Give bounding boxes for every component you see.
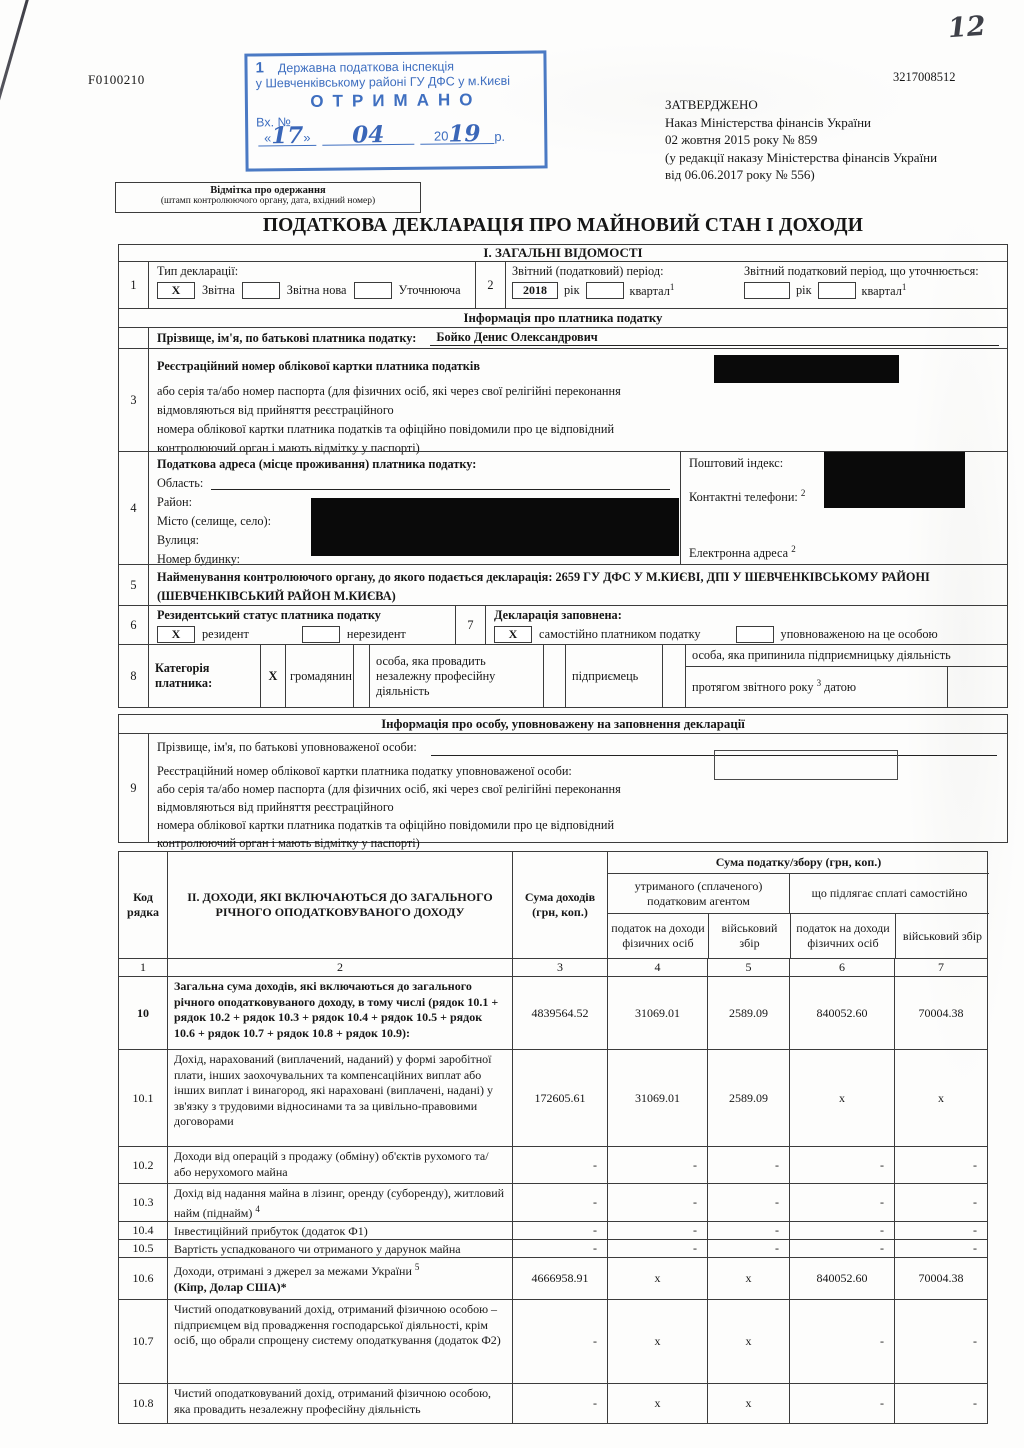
row-controlling-authority	[118, 564, 1008, 606]
cell-value: х	[707, 1384, 789, 1423]
declaration-type-cell	[149, 262, 476, 308]
row-code: 10.1	[132, 1090, 154, 1105]
table-row-10-7	[119, 1299, 987, 1383]
row-code: 10.8	[132, 1396, 154, 1410]
cell-value: 31069.01	[607, 1050, 707, 1146]
address-field-building: Номер будинку:	[157, 552, 241, 566]
clarified-year-box	[744, 282, 790, 299]
table-row-10-8	[119, 1383, 987, 1423]
row-desc: Доходи, отримані з джерел за межами України $^5$ (Кіпр, Долар США)*	[167, 1258, 512, 1299]
stamp-date: « 17 » 04 20 19 р.	[256, 125, 536, 147]
header-row-code: Код рядка	[127, 890, 159, 919]
category-mark-ceased	[663, 645, 686, 707]
cell-value: х	[607, 1258, 707, 1299]
row-code: 10.7	[132, 1334, 154, 1348]
cell-value: -	[512, 1384, 607, 1423]
cell-value: -	[789, 1222, 894, 1239]
taxpayer-name-label: Прізвище, ім'я, по батькові платника податку:	[157, 331, 417, 345]
income-table-header	[119, 852, 987, 958]
table-row-10-1	[119, 1049, 987, 1146]
row-tax-address	[118, 451, 1008, 565]
cell-value: -	[512, 1222, 607, 1239]
controlling-authority-label: Найменування контролюючого органу, до якого подається декларація:	[157, 570, 553, 584]
checkbox-utochnyuyucha	[354, 282, 392, 299]
cell-value: -	[607, 1147, 707, 1183]
row-number: 2	[476, 262, 506, 308]
authorized-info-header: Інформація про особу, уповноважену на заповнення декларації	[118, 714, 1008, 734]
row-number: 4	[119, 452, 149, 564]
row-number: 7	[456, 606, 486, 644]
receipt-subtitle: (штамп контролюючого органу, дата, вхідний номер)	[160, 196, 376, 206]
header-tax-group	[607, 852, 989, 958]
clarified-year-label: рік	[796, 283, 812, 298]
quarter-box	[586, 282, 624, 299]
clarified-quarter-box	[818, 282, 856, 299]
reporting-period-label: Звітний (податковий) період:	[512, 264, 664, 278]
row-desc: Інвестиційний прибуток (додаток Ф1)	[167, 1222, 512, 1239]
payer-category-label: Категорія платника:	[149, 645, 261, 707]
filled-by-cell	[486, 606, 1007, 644]
category-option-citizen: громадянин	[286, 645, 354, 707]
cell-value: х	[607, 1384, 707, 1423]
cell-value: 70004.38	[894, 1258, 987, 1299]
quarter-label: квартал$^1$	[629, 282, 675, 299]
stamp-org-line1: Державна податкова інспекція	[277, 59, 455, 76]
clarified-quarter-label: квартал$^1$	[861, 282, 907, 299]
cell-value: -	[789, 1147, 894, 1183]
address-label: Податкова адреса (місце проживання) платника податку:	[157, 457, 477, 471]
reporting-period-cell	[506, 262, 1007, 308]
receipt-note-box	[115, 182, 421, 213]
table-row-10-2	[119, 1146, 987, 1183]
oblast-underline	[211, 474, 670, 490]
cell-value: -	[789, 1300, 894, 1383]
row-payer-category	[118, 644, 1008, 708]
approval-note: ЗАТВЕРДЖЕНО Наказ Міністерства фінансів України 02 жовтня 2015 року № 859 (у редакції наказу Міністерства фінансів України від 06.06.2017 року № 556)	[665, 97, 938, 182]
cell-value: 31069.01	[607, 977, 707, 1049]
checkbox-nonresident	[302, 626, 340, 643]
cell-value: -	[512, 1147, 607, 1183]
cell-value: 2589.09	[707, 977, 789, 1049]
row-desc: Вартість успадкованого чи отриманого у дарунок майна	[167, 1240, 512, 1257]
row-number: 5	[119, 565, 149, 605]
checkbox-authorized-filled-label: уповноваженою на це особою	[780, 627, 938, 641]
cell-value: -	[894, 1222, 987, 1239]
row-desc: Чистий оподатковуваний дохід, отриманий фізичною особою, яка провадить незалежну професійну діяльність	[167, 1384, 512, 1423]
contact-phones-label: Контактні телефони: $^2$	[689, 488, 806, 505]
checkbox-zvitna-nova	[242, 282, 280, 299]
declaration-type-label: Тип декларації:	[157, 264, 239, 278]
row-number: 6	[119, 606, 149, 644]
cell-value: 840052.60	[789, 1258, 894, 1299]
category-mark-entrepreneur	[544, 645, 566, 707]
cell-value: -	[789, 1384, 894, 1423]
received-stamp	[244, 50, 547, 171]
table-row-10-3	[119, 1183, 987, 1221]
residency-status-label: Резидентський статус платника податку	[157, 608, 381, 622]
category-option-ceased-cell	[686, 645, 1007, 707]
cell-value: -	[607, 1184, 707, 1221]
row-number: 3	[119, 349, 149, 451]
stamp-day-handwritten: 17	[271, 121, 304, 150]
row-code: 10.3	[132, 1195, 154, 1209]
checkbox-zvitna-label: Звітна	[202, 283, 235, 297]
checkbox-self-filled: X	[494, 626, 532, 643]
address-contacts-cell	[681, 452, 1007, 564]
year-box: 2018	[512, 282, 558, 299]
row-number-empty	[119, 328, 149, 348]
row-authorized-person	[118, 733, 1008, 850]
residency-status-cell	[149, 606, 456, 644]
checkbox-zvitna: X	[157, 282, 195, 299]
header-pit-agent: податок на доходи фізичних осіб	[611, 921, 705, 950]
taxpayer-name-value: Бойко Денис Олександрович	[430, 330, 999, 346]
email-label: Електронна адреса $^2$	[689, 543, 796, 560]
stamp-number: 1	[255, 59, 264, 77]
cell-value: 172605.61	[512, 1050, 607, 1146]
cell-value: 2589.09	[707, 1050, 789, 1146]
header-self-payable: що підлягає сплаті самостійно	[811, 886, 968, 900]
year-label: рік	[564, 283, 580, 298]
clarified-period-label: Звітний податковий період, що уточнюється:	[744, 264, 979, 278]
cell-value: -	[607, 1240, 707, 1257]
cell-value: -	[707, 1222, 789, 1239]
handwritten-page-number: 12	[946, 10, 987, 45]
checkbox-resident-label: резидент	[202, 627, 249, 641]
row-desc: Загальна сума доходів, які включаються до загального річного оподатковуваного доходу, в тому числі (рядок 10.1 + рядок 10.2 + рядок 10.3 + рядок 10.4 + рядок 10.5 + рядок 10.6 + рядок 10.7 + рядок 10.8 + рядок 10.9):	[167, 977, 512, 1049]
address-field-city: Місто (селище, село):	[157, 514, 272, 528]
row-code: 10.6	[132, 1271, 154, 1285]
row-code: 10.2	[132, 1157, 154, 1172]
header-income-description: ІІ. ДОХОДИ, ЯКІ ВКЛЮЧАЮТЬСЯ ДО ЗАГАЛЬНОГО РІЧНОГО ОПОДАТКОВУВАНОГО ДОХОДУ	[167, 852, 512, 958]
row-desc: Дохід від надання майна в лізинг, оренду (суборенду), житловий найм (піднайм) $^4$	[167, 1184, 512, 1221]
cell-value: -	[789, 1184, 894, 1221]
cell-value: х	[707, 1258, 789, 1299]
stamp-year-handwritten: 19	[448, 120, 481, 148]
cell-value: -	[512, 1240, 607, 1257]
cell-value: -	[707, 1147, 789, 1183]
form-code: F0100210	[88, 72, 145, 87]
declaration-form	[118, 244, 1008, 1424]
row-residency-and-filled-by	[118, 605, 1008, 645]
cell-value: -	[707, 1240, 789, 1257]
category-option-ceased-bottom: протягом звітного року $^3$ датою	[692, 678, 857, 695]
stamp-org-line2: у Шевченківському районі ГУ ДФС у м.Києві	[255, 73, 511, 91]
category-mark-independent	[354, 645, 370, 707]
authorized-name-label: Прізвище, ім'я, по батькові уповноваженої особи:	[157, 740, 417, 754]
cell-value: -	[512, 1184, 607, 1221]
table-row-10-4	[119, 1221, 987, 1239]
checkbox-resident: X	[157, 626, 195, 643]
registration-number-text: Реєстраційний номер облікової картки платника податків або серія та/або номер паспорта (для фізичних осіб, які через свої релігійні переконання відмовляються від прийняття реєстраційного номера облікової картки платника податків та офіційно повідомили про це відповідний контролюючий орган і мають відмітку у паспорті)	[149, 349, 1007, 451]
cell-value: -	[512, 1300, 607, 1383]
table-row-10	[119, 976, 987, 1049]
cell-value: -	[894, 1300, 987, 1383]
cell-value: 840052.60	[789, 977, 894, 1049]
header-income-sum: Сума доходів (грн, коп.)	[512, 852, 607, 958]
ceased-date-box	[947, 667, 1007, 707]
row-number: 8	[119, 645, 149, 707]
header-pit-self: податок на доходи фізичних осіб	[790, 914, 895, 958]
cell-value: -	[607, 1222, 707, 1239]
row-number: 1	[119, 262, 149, 308]
stamp-received-label: ОТРИМАНО	[310, 90, 482, 111]
authorized-reg-number-box	[714, 750, 898, 780]
category-option-entrepreneur: підприємець	[566, 645, 663, 707]
row-taxpayer-name	[118, 327, 1008, 349]
row-registration-number	[118, 348, 1008, 455]
postal-index-label: Поштовий індекс:	[689, 456, 784, 470]
cell-value: 4666958.91	[512, 1258, 607, 1299]
table-row-10-6	[119, 1257, 987, 1299]
cell-value: -	[894, 1147, 987, 1183]
checkbox-zvitna-nova-label: Звітна нова	[286, 283, 347, 297]
header-withheld-by-agent: утриманого (сплаченого) податковим агентом	[608, 874, 790, 913]
redaction-box	[824, 452, 965, 508]
cell-value: -	[789, 1240, 894, 1257]
cell-value: -	[707, 1184, 789, 1221]
header-military-self: військовий збір	[895, 914, 989, 958]
header-tax-sum: Сума податку/збору (грн, коп.)	[608, 852, 989, 874]
address-cell	[149, 452, 681, 564]
category-option-independent: особа, яка провадить незалежну професійну діяльність	[370, 645, 544, 707]
cell-value: х	[789, 1050, 894, 1146]
document-title: ПОДАТКОВА ДЕКЛАРАЦІЯ ПРО МАЙНОВИЙ СТАН І ДОХОДИ	[262, 215, 864, 236]
document-number: 3217008512	[893, 70, 956, 84]
row-code: 10.4	[132, 1223, 154, 1237]
cell-value: х	[607, 1300, 707, 1383]
category-option-ceased-top: особа, яка припинила підприємницьку діяльність	[686, 645, 1007, 667]
cell-value: 4839564.52	[512, 977, 607, 1049]
checkbox-utochnyuyucha-label: Уточнююча	[398, 283, 461, 297]
column-numbers-row: 1 2 3 4 5 6 7	[119, 958, 987, 976]
cell-value: -	[894, 1384, 987, 1423]
cell-value: х	[894, 1050, 987, 1146]
cell-value: -	[894, 1240, 987, 1257]
income-table	[118, 851, 988, 1424]
cell-value: 70004.38	[894, 977, 987, 1049]
address-field-raion: Район:	[157, 495, 193, 509]
controlling-authority-value: 2659 ГУ ДФС У М.КИЄВІ, ДПІ У ШЕВЧЕНКІВСЬКОМУ РАЙОНІ (ШЕВЧЕНКІВСЬКИЙ РАЙОН М.КИЄВА)	[157, 570, 930, 603]
table-row-10-5	[119, 1239, 987, 1257]
cell-value: -	[894, 1184, 987, 1221]
address-field-oblast: Область:	[157, 476, 204, 490]
stamp-month-handwritten: 04	[352, 121, 385, 149]
authorized-person-text: Прізвище, ім'я, по батькові уповноваженої особи: Реєстраційний номер облікової картки платника податку уповноваженої особи: або серія та/або номер паспорта (для фізичних осіб, які через свої релігійні переконання відмовляються від прийняття реєстраційного номера облікової картки платника податків та офіційно повідомили про це відповідний контролюючий орган і мають відмітку у паспорті)	[149, 734, 1007, 842]
header-military-agent: військовий збір	[708, 914, 790, 958]
stamp-year-suffix: р.	[494, 129, 506, 145]
redaction-box	[714, 355, 899, 383]
filled-by-label: Декларація заповнена:	[494, 608, 622, 622]
row-declaration-type-and-period	[118, 261, 1008, 309]
payer-info-header: Інформація про платника податку	[118, 308, 1008, 328]
row-desc: Дохід, нарахований (виплачений, наданий) у формі заробітної плати, інших заохочувальних та компенсаційних виплат або інших виплат і винагород, які нараховані (виплачені, надані) у зв'язку з трудовими відносинами та за цивільно-правовими договорами	[167, 1050, 512, 1146]
row-number: 9	[119, 734, 149, 842]
row-code: 10.5	[132, 1241, 154, 1255]
row-desc: Доходи від операцій з продажу (обміну) об'єктів рухомого та/або нерухомого майна	[167, 1147, 512, 1183]
stamp-incoming-label: Вх. №	[256, 115, 291, 130]
redaction-box	[311, 498, 679, 556]
pen-mark	[0, 0, 31, 175]
receipt-title: Відмітка про одержання	[210, 185, 326, 196]
row-desc: Чистий оподатковуваний дохід, отриманий фізичною особою – підприємцем від провадження господарської діяльності, крім осіб, що обрали спрощену систему оподаткування (додаток Ф2)	[167, 1300, 512, 1383]
checkbox-self-filled-label: самостійно платником податку	[539, 627, 701, 641]
checkbox-nonresident-label: нерезидент	[346, 627, 406, 641]
cell-value: х	[707, 1300, 789, 1383]
checkbox-authorized-filled	[736, 626, 774, 643]
row-code: 10	[137, 1005, 149, 1020]
category-mark-citizen: X	[261, 645, 286, 707]
address-field-street: Вулиця:	[157, 533, 200, 547]
section1-header: І. ЗАГАЛЬНІ ВІДОМОСТІ	[118, 244, 1008, 262]
